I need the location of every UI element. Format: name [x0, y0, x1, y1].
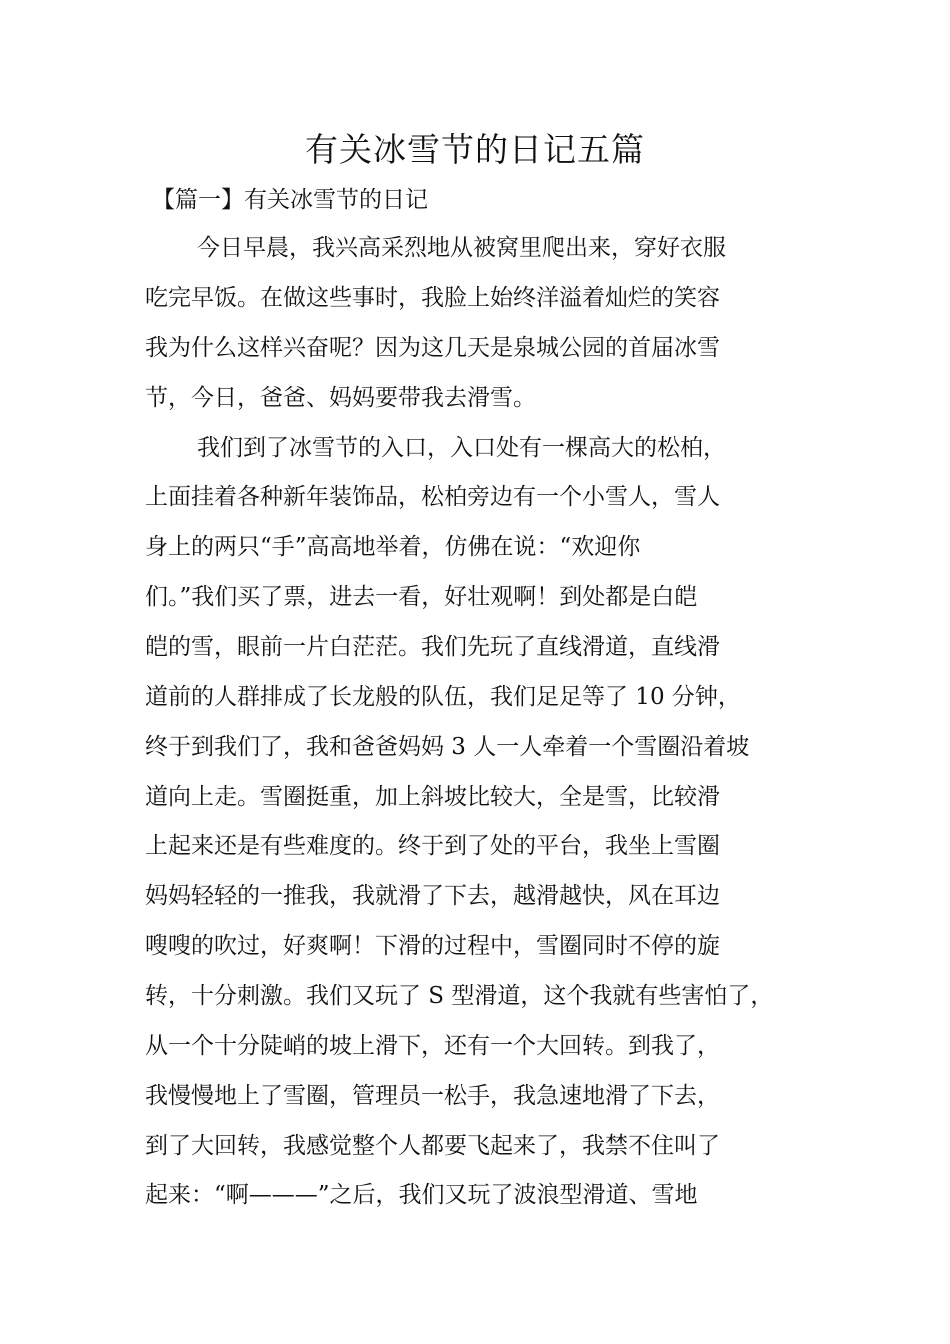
paragraph-1-line-2: 吃完早饭。在做这些事时，我脸上始终洋溢着灿烂的笑容 [145, 285, 720, 311]
paragraph-2-line-16: 起来：“啊———”之后，我们又玩了波浪型滑道、雪地 [145, 1182, 698, 1208]
paragraph-1-line-1: 今日早晨，我兴高采烈地从被窝里爬出来，穿好衣服 [197, 235, 726, 261]
paragraph-2-line-10: 妈妈轻轻的一推我，我就滑了下去，越滑越快，风在耳边 [145, 883, 720, 909]
paragraph-2-line-11: 嗖嗖的吹过，好爽啊！下滑的过程中，雪圈同时不停的旋 [145, 933, 720, 959]
paragraph-2-line-5: 皑的雪，眼前一片白茫茫。我们先玩了直线滑道，直线滑 [145, 634, 720, 660]
paragraph-2-line-15: 到了大回转，我感觉整个人都要飞起来了，我禁不住叫了 [145, 1133, 720, 1159]
paragraph-2-line-6: 道前的人群排成了长龙般的队伍，我们足足等了 10 分钟， [145, 684, 741, 710]
paragraph-2-line-3: 身上的两只“手”高高地举着，仿佛在说：“欢迎你 [145, 534, 641, 560]
paragraph-2-line-7: 终于到我们了，我和爸爸妈妈 3 人一人牵着一个雪圈沿着坡 [145, 734, 750, 760]
paragraph-2-line-14: 我慢慢地上了雪圈，管理员一松手，我急速地滑了下去， [145, 1083, 720, 1109]
document-title: 有关冰雪节的日记五篇 [305, 130, 645, 169]
paragraph-1-line-4: 节，今日，爸爸、妈妈要带我去滑雪。 [145, 385, 536, 411]
paragraph-2-line-13: 从一个十分陡峭的坡上滑下，还有一个大回转。到我了， [145, 1033, 720, 1059]
paragraph-1-line-3: 我为什么这样兴奋呢？因为这几天是泉城公园的首届冰雪 [145, 335, 720, 361]
paragraph-2-line-12: 转，十分刺激。我们又玩了 S 型滑道，这个我就有些害怕了， [145, 983, 774, 1009]
paragraph-2-line-9: 上起来还是有些难度的。终于到了处的平台，我坐上雪圈 [145, 833, 720, 859]
section-heading: 【篇一】有关冰雪节的日记 [152, 187, 428, 213]
paragraph-2-line-8: 道向上走。雪圈挺重，加上斜坡比较大，全是雪，比较滑 [145, 784, 720, 810]
paragraph-2-line-2: 上面挂着各种新年装饰品，松柏旁边有一个小雪人，雪人 [145, 484, 720, 510]
paragraph-2-line-4: 们。”我们买了票，进去一看，好壮观啊！到处都是白皑 [145, 584, 698, 610]
paragraph-2-line-1: 我们到了冰雪节的入口，入口处有一棵高大的松柏， [197, 435, 726, 461]
